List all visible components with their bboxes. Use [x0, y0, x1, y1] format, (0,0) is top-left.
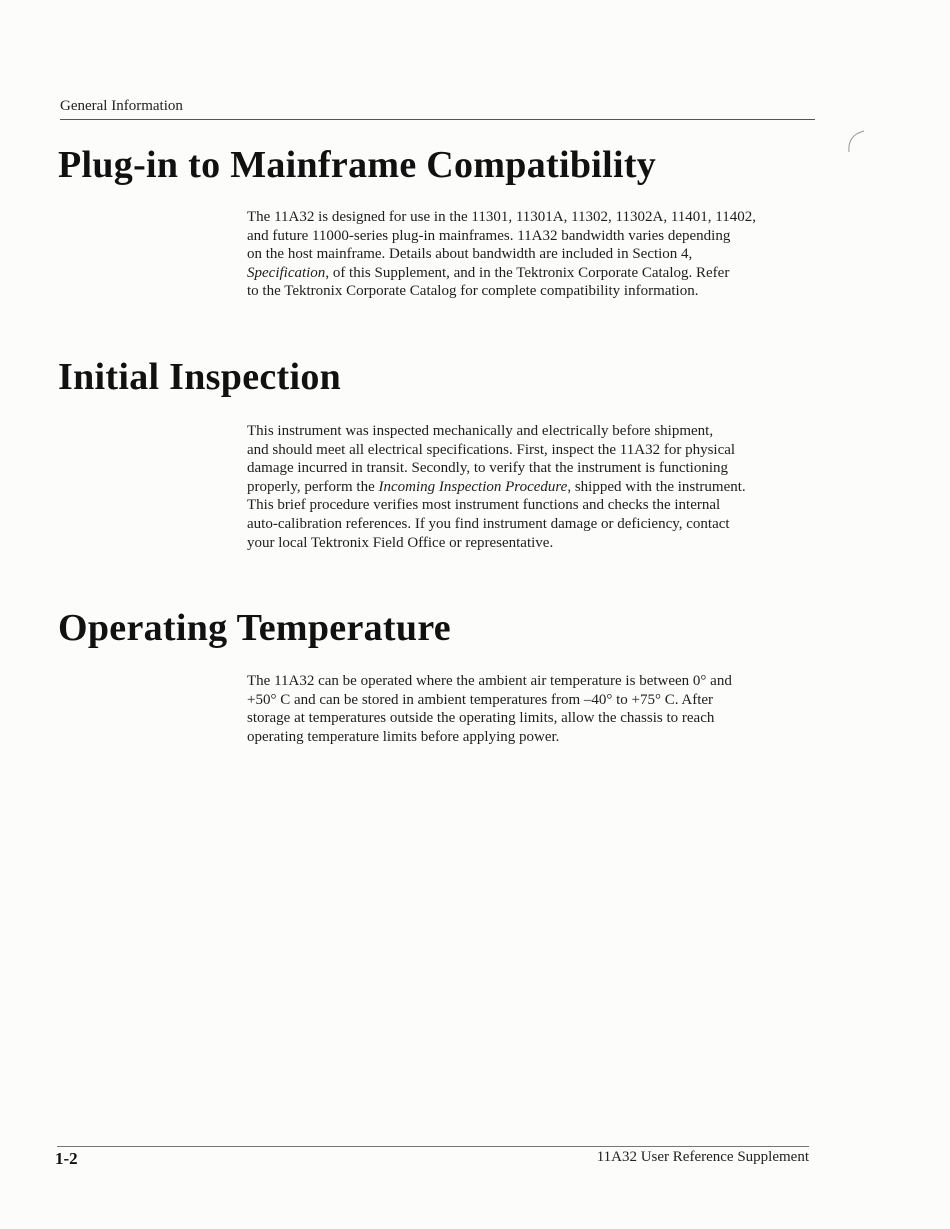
text-line — [247, 478, 813, 497]
italic-text: Specification — [247, 264, 326, 281]
text-line: damage incurred in transit. Secondly, to verify that the instrument is functioning — [247, 460, 728, 477]
text-line — [247, 264, 813, 283]
section-heading-compatibility: Plug-in to Mainframe Compatibility — [58, 144, 657, 186]
text-line: operating temperature limits before applying power. — [247, 728, 560, 745]
footer-rule — [57, 1146, 809, 1147]
paragraph-compatibility — [247, 208, 813, 301]
text-line: This brief procedure verifies most instrument functions and checks the internal — [247, 497, 721, 514]
header-rule — [60, 119, 815, 120]
section-heading-inspection: Initial Inspection — [58, 356, 342, 398]
section-heading-temperature: Operating Temperature — [58, 607, 451, 649]
paragraph-inspection — [247, 422, 813, 552]
text-line: The 11A32 is designed for use in the 11301, 11301A, 11302, 11302A, 11401, 11402, — [247, 209, 756, 225]
text-line: your local Tektronix Field Office or representative. — [247, 534, 554, 551]
text-span: , of this Supplement, and in the Tektronix Corporate Catalog. Refer — [325, 264, 730, 281]
text-line: on the host mainframe. Details about bandwidth are included in Section 4, — [247, 246, 693, 263]
text-line: The 11A32 can be operated where the ambient air temperature is between 0° and — [247, 673, 732, 689]
text-line: and should meet all electrical specifications. First, inspect the 11A32 for physical — [247, 441, 736, 458]
text-span: properly, perform the — [247, 478, 379, 495]
text-span: , shipped with the instrument. — [567, 478, 746, 495]
running-head: General Information — [60, 98, 183, 114]
document-title: 11A32 User Reference Supplement — [596, 1149, 809, 1165]
text-line: +50° C and can be stored in ambient temperatures from –40° to +75° C. After — [247, 691, 714, 708]
text-line: storage at temperatures outside the operating limits, allow the chassis to reach — [247, 710, 715, 727]
text-line: to the Tektronix Corporate Catalog for complete compatibility information. — [247, 283, 699, 300]
paragraph-temperature — [247, 672, 813, 746]
italic-text: Incoming Inspection Procedure — [378, 478, 568, 495]
text-line: auto-calibration references. If you find instrument damage or deficiency, contact — [247, 515, 730, 532]
margin-mark — [846, 128, 868, 154]
page-number: 1-2 — [55, 1149, 78, 1168]
text-line: and future 11000-series plug-in mainframes. 11A32 bandwidth varies depending — [247, 227, 731, 244]
text-line: This instrument was inspected mechanically and electrically before shipment, — [247, 423, 714, 439]
